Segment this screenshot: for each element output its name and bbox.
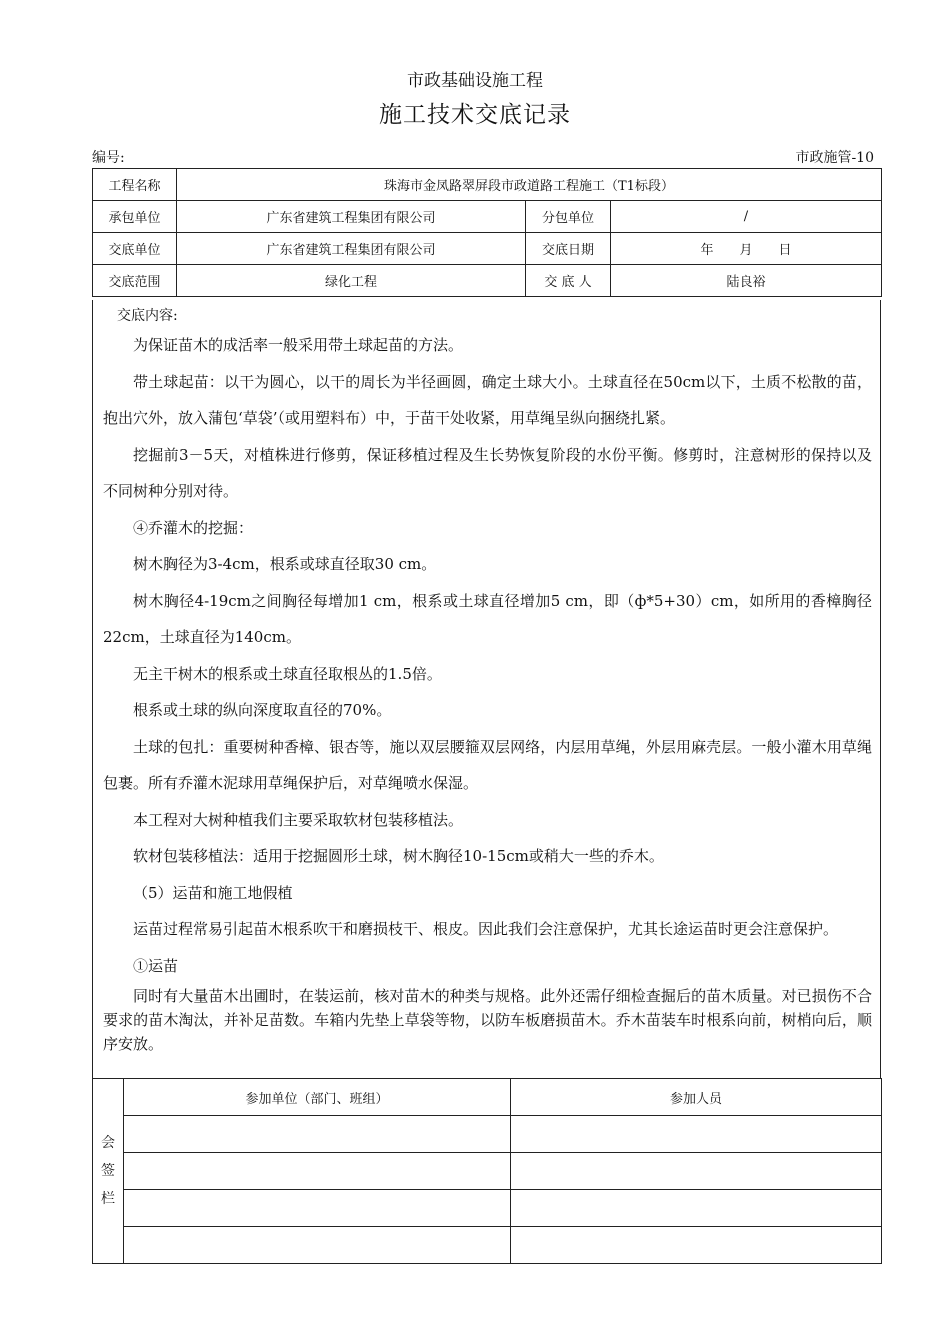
unit-cell[interactable] [124, 1153, 511, 1190]
disclosing-unit-label: 交底单位 [93, 233, 177, 265]
person-label: 交 底 人 [526, 265, 611, 297]
signature-table [92, 1078, 882, 1264]
scope: 绿化工程 [177, 265, 526, 297]
person: 陆良裕 [611, 265, 882, 297]
sign-row [93, 1227, 882, 1264]
contractor-label: 承包单位 [93, 201, 177, 233]
doc-title: 施工技术交底记录 [379, 102, 571, 128]
sign-label: 会 签 栏 [101, 1135, 115, 1207]
paragraph: 树木胸径4-19cm之间胸径每增加1 cm，根系或土球直径增加5 cm，即（ф*5+30）cm，如所用的香樟胸径22cm，土球直径为140cm。 [103, 591, 872, 646]
date-value: 年 月 日 [611, 233, 882, 265]
sign-header-row [93, 1079, 882, 1116]
doc-category: 市政基础设施工程 [407, 71, 543, 91]
people-header: 参加人员 [511, 1079, 882, 1116]
date-label: 交底日期 [526, 233, 611, 265]
paragraph: 带土球起苗：以干为圆心，以干的周长为半径画圆，确定土球大小。土球直径在50cm以下，土质不松散的苗，抱出穴外，放入蒲包‘草袋’（或用塑料布）中，于苗干处收紧，用草绳呈纵向捆绕扎紧。 [103, 372, 872, 427]
doc-code: 市政施管-10 [795, 150, 874, 166]
paragraph: （5）运苗和施工地假植 [133, 883, 293, 902]
sign-row [93, 1116, 882, 1153]
content-section [92, 300, 881, 1078]
info-table [92, 168, 882, 297]
people-cell[interactable] [511, 1116, 882, 1153]
disclosing-unit: 广东省建筑工程集团有限公司 [177, 233, 526, 265]
paragraph: ①运苗 [133, 956, 179, 975]
row-contractor [93, 201, 882, 233]
sign-row [93, 1190, 882, 1227]
paragraph: 为保证苗木的成活率一般采用带土球起苗的方法。 [133, 336, 464, 354]
unit-cell[interactable] [124, 1227, 511, 1264]
unit-cell[interactable] [124, 1190, 511, 1227]
people-cell[interactable] [511, 1190, 882, 1227]
paragraph: ④乔灌木的挖掘： [133, 518, 254, 537]
paragraph: 树木胸径为3-4cm，根系或球直径取30 cm。 [133, 555, 437, 573]
subcontractor: / [611, 201, 882, 233]
paragraph: 无主干树木的根系或土球直径取根丛的1.5倍。 [133, 664, 442, 683]
paragraph: 根系或土球的纵向深度取直径的70%。 [133, 701, 392, 719]
paragraph: 软材包装移植法：适用于挖掘圆形土球，树木胸径10-15cm或稍大一些的乔木。 [133, 847, 664, 865]
unit-header: 参加单位（部门、班组） [124, 1079, 511, 1116]
project-name-label: 工程名称 [93, 169, 177, 201]
number-label: 编号: [92, 150, 125, 166]
row-scope [93, 265, 882, 297]
sign-row [93, 1153, 882, 1190]
paragraph: 土球的包扎：重要树种香樟、银杏等，施以双层腰箍双层网络，内层用草绳，外层用麻壳层。一般小灌木用草绳包裹。所有乔灌木泥球用草绳保护后，对草绳喷水保湿。 [103, 737, 872, 792]
subcontractor-label: 分包单位 [526, 201, 611, 233]
unit-cell[interactable] [124, 1116, 511, 1153]
project-name: 珠海市金凤路翠屏段市政道路工程施工（T1标段） [177, 169, 882, 201]
row-disclosing [93, 233, 882, 265]
paragraph: 挖掘前3－5天，对植株进行修剪，保证移植过程及生长势恢复阶段的水份平衡。修剪时，注意树形的保持以及不同树种分别对待。 [103, 445, 872, 500]
scope-label: 交底范围 [93, 265, 177, 297]
paragraph: 本工程对大树种植我们主要采取软材包装移植法。 [133, 810, 464, 829]
contractor: 广东省建筑工程集团有限公司 [177, 201, 526, 233]
paragraph: 同时有大量苗木出圃时，在装运前，核对苗木的种类与规格。此外还需仔细检查掘后的苗木质量。对已损伤不合要求的苗木淘汰，并补足苗数。车箱内先垫上草袋等物，以防车板磨损苗木。乔木苗装车时根系向前，树梢向后，顺序安放。 [103, 987, 872, 1053]
people-cell[interactable] [511, 1227, 882, 1264]
content-body [103, 327, 872, 1056]
content-label: 交底内容: [117, 308, 178, 324]
paragraph: 运苗过程常易引起苗木根系吹干和磨损枝干、根皮。因此我们会注意保护，尤其长途运苗时更会注意保护。 [133, 920, 839, 938]
sign-label-cell [93, 1079, 124, 1264]
row-project [93, 169, 882, 201]
people-cell[interactable] [511, 1153, 882, 1190]
